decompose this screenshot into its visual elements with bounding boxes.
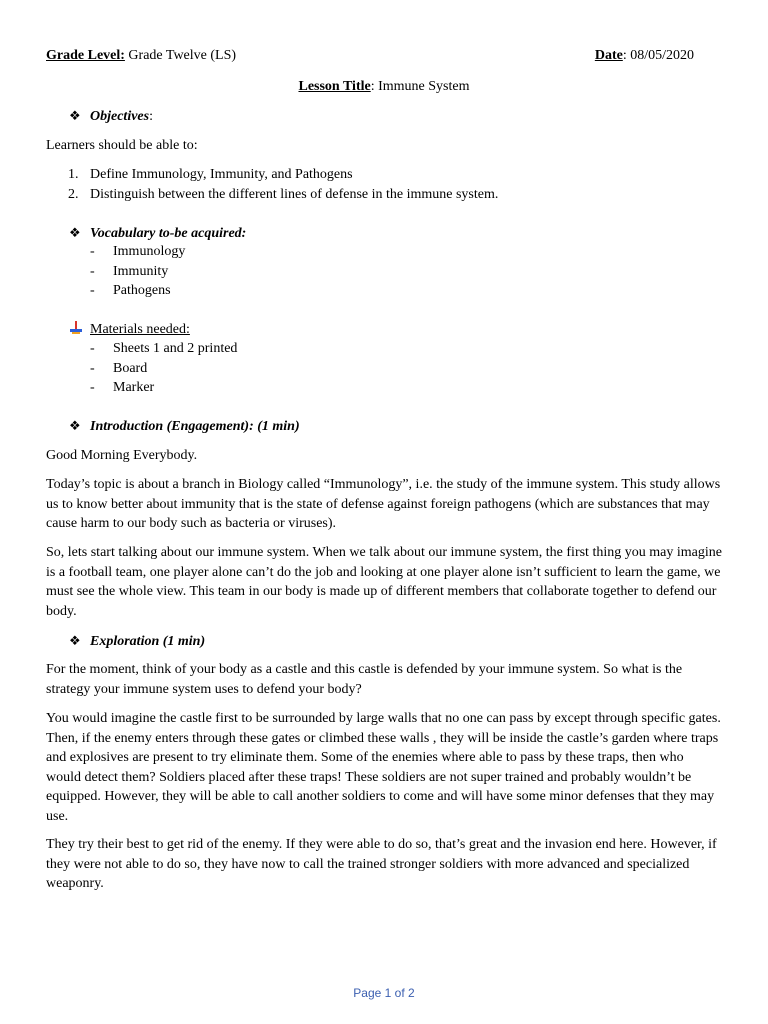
materials-list: [46, 339, 237, 398]
list-item: - Marker: [90, 380, 155, 395]
diamond-bullet-icon: ❖: [69, 225, 81, 240]
introduction-paragraph-1: Today’s topic is about a branch in Biology called “Immunology”, i.e. the study of the immune system. This study allows us to know better about immunity that is the state of defense against foreign pathogens (which are substances that may cause harm to our body such as bacteria or viruses).: [46, 477, 721, 531]
list-item: 2. Distinguish between the different lines of defense in the immune system.: [68, 186, 499, 202]
exploration-heading: [69, 631, 205, 652]
materials-heading: [69, 320, 190, 340]
material-item: Sheets 1 and 2 printed: [113, 341, 238, 356]
objectives-heading-colon: :: [149, 109, 153, 124]
vocabulary-list: [46, 242, 185, 301]
vocabulary-term: Pathogens: [113, 283, 171, 298]
page-number: Page 1 of 2: [353, 986, 415, 1000]
exploration-paragraph-3: They try their best to get rid of the enemy. If they were able to do so, that’s great and the invasion end here. However, if they were not able to do so, they have now to call the trained stronger soldiers with more advanced and specialized weaponry.: [46, 837, 717, 891]
list-item: - Board: [90, 360, 148, 376]
objectives-intro: Learners should be able to:: [46, 138, 198, 153]
date: [595, 46, 694, 66]
date-label: Date: [594, 48, 623, 63]
objective-text: Distinguish between the different lines of defense in the immune system.: [90, 186, 499, 202]
vocabulary-term: Immunology: [113, 244, 186, 259]
introduction-greeting: Good Morning Everybody.: [46, 448, 198, 463]
exploration-heading-text: Exploration (1 min): [90, 634, 206, 649]
introduction-heading: [69, 416, 300, 437]
materials-icon: [69, 321, 83, 335]
materials-heading-text: Materials needed:: [90, 322, 190, 337]
lesson-title-label: Lesson Title: [298, 79, 371, 94]
grade-level: [46, 46, 236, 66]
list-item: - Pathogens: [90, 283, 171, 298]
objectives-heading: [69, 106, 153, 127]
diamond-bullet-icon: ❖: [69, 418, 81, 433]
document-page: [46, 0, 722, 1024]
list-item: - Sheets 1 and 2 printed: [90, 341, 238, 356]
list-item: - Immunity: [90, 263, 169, 279]
grade-level-label: Grade Level:: [46, 48, 125, 63]
material-item: Board: [113, 360, 148, 376]
lesson-title-value: : Immune System: [370, 79, 470, 94]
introduction-paragraph-2: So, lets start talking about our immune system. When we talk about our immune system, the first thing you may imagine is a football team, one player alone can’t do the job and looking at one player alone isn’t sufficient to learn the game, we must see the whole view. This team in our body is made up of different members that collaborate together to defend our body.: [46, 545, 722, 619]
objectives-list: [46, 165, 498, 204]
date-value: : 08/05/2020: [622, 48, 694, 63]
lesson-title: [46, 77, 722, 97]
vocabulary-heading-text: Vocabulary to-be acquired:: [90, 226, 247, 241]
diamond-bullet-icon: ❖: [69, 108, 81, 123]
objectives-heading-text: Objectives: [90, 109, 150, 124]
exploration-paragraph-1: For the moment, think of your body as a castle and this castle is defended by your immune system. So what is the strategy your immune system uses to defend your body?: [46, 662, 683, 697]
objective-text: Define Immunology, Immunity, and Pathogens: [90, 167, 353, 182]
introduction-heading-text: Introduction (Engagement): (1 min): [90, 419, 300, 434]
material-item: Marker: [113, 380, 155, 395]
grade-level-value: Grade Twelve (LS): [124, 48, 237, 63]
vocabulary-term: Immunity: [113, 263, 169, 279]
vocabulary-heading: [69, 223, 246, 244]
diamond-bullet-icon: ❖: [69, 633, 81, 648]
list-item: 1. Define Immunology, Immunity, and Pathogens: [68, 167, 353, 182]
list-item: - Immunology: [90, 244, 186, 259]
exploration-paragraph-2: You would imagine the castle first to be surrounded by large walls that no one can pass by except through specific gates. Then, if the enemy enters through these gates or climbed these walls , they will be inside the castle’s garden where traps and explosives are present to try eliminate them. Some of the enemies where able to pass by these traps, then who would detect them? Soldiers placed after these traps! These soldiers are not super trained and probably wouldn’t be equipped. However, they will be able to call another soldiers to come and will have some minor defenses that they may use.: [46, 711, 721, 824]
